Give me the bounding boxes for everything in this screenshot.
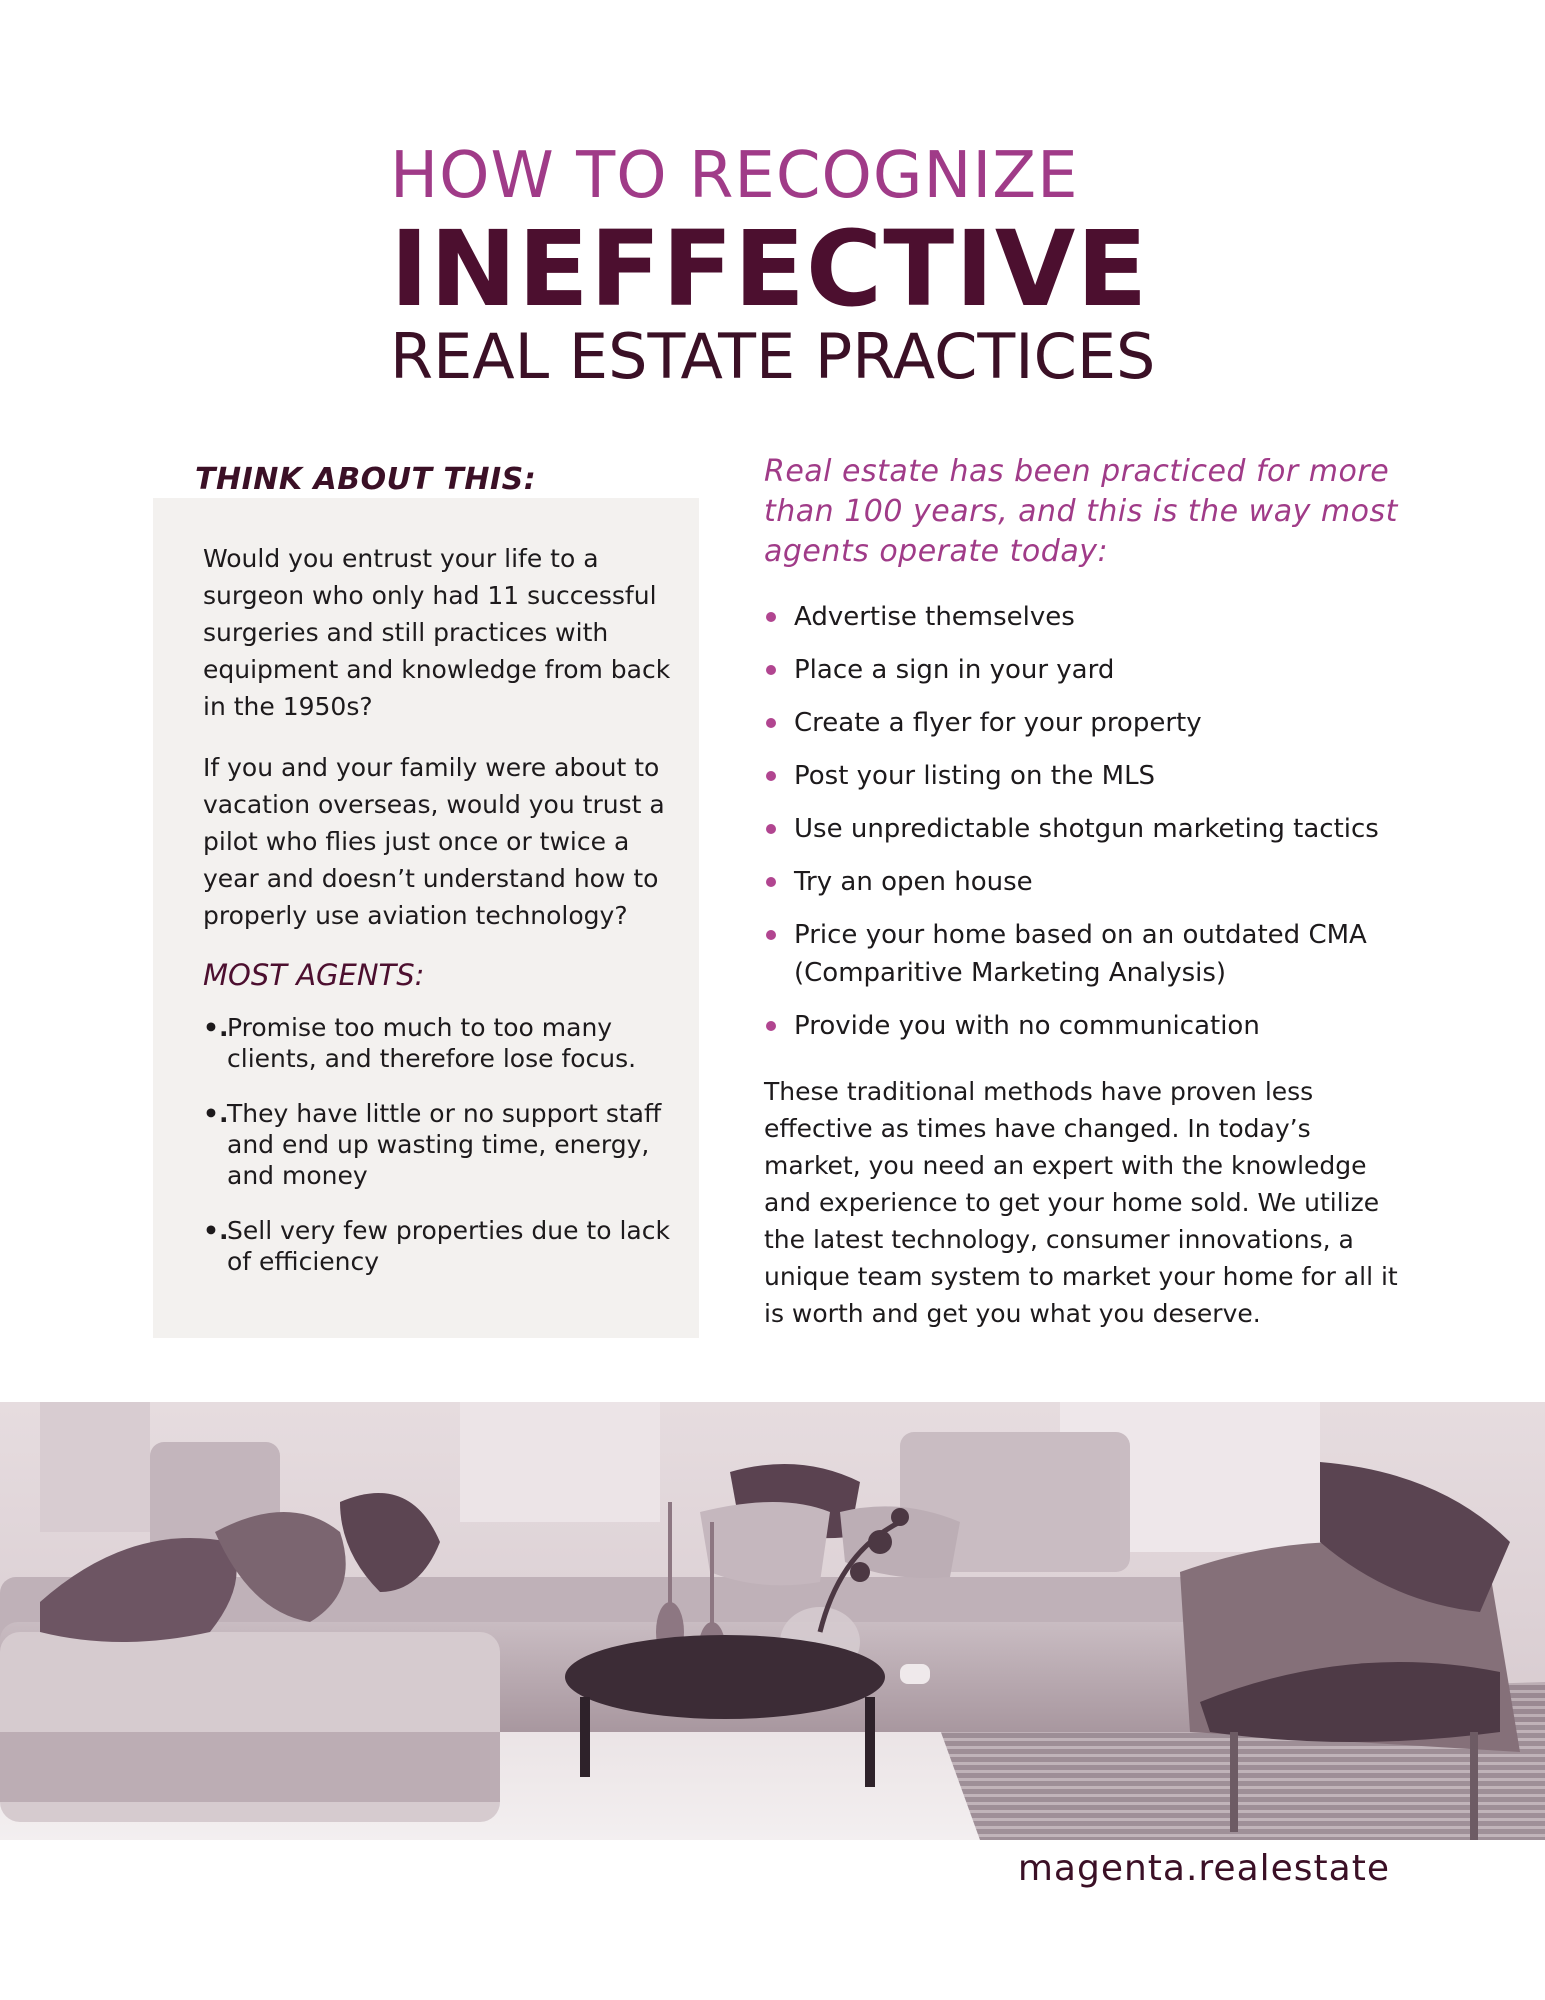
most-agents-label: MOST AGENTS: — [203, 958, 425, 992]
title-line-3: REAL ESTATE PRACTICES — [390, 320, 1156, 393]
practice-text: Try an open house — [794, 867, 1033, 897]
think-about-this-box — [153, 498, 699, 1338]
bullet-dot-icon — [766, 771, 776, 781]
surgeon-paragraph: Would you entrust your life to a surgeon who only had 11 successful surgeries and still practices with equipment and knowledge from back in the 1950s? — [203, 544, 671, 721]
bullet-dot-icon — [766, 1021, 776, 1031]
agent-item — [203, 1098, 673, 1191]
practice-item — [764, 651, 1404, 689]
agent-item-text: Promise too much to too many clients, and therefore lose focus. — [227, 1013, 637, 1073]
practice-text: Provide you with no communication — [794, 1011, 1260, 1041]
practice-item — [764, 757, 1404, 795]
practice-text: Post your listing on the MLS — [794, 761, 1156, 791]
practices-list — [764, 598, 1404, 1045]
bullet-dot-icon — [766, 665, 776, 675]
practice-text: Price your home based on an outdated CMA (Comparitive Marketing Analysis) — [794, 920, 1367, 988]
bullet-dot-icon — [766, 824, 776, 834]
practice-item — [764, 810, 1404, 848]
practice-item — [764, 863, 1404, 901]
bullet-icon: •. — [203, 1216, 229, 1245]
practice-text: Create a flyer for your property — [794, 708, 1202, 738]
practice-item — [764, 598, 1404, 636]
agent-item — [203, 1215, 673, 1277]
closing-paragraph: These traditional methods have proven less effective as times have changed. In today’s market, you need an expert with the knowledge and experience to get your home sold. We utilize the latest technology, consumer innovations, a unique team system to market your home for all it is worth and get you what you deserve. — [764, 1077, 1398, 1328]
practice-text: Use unpredictable shotgun marketing tactics — [794, 814, 1379, 844]
bullet-dot-icon — [766, 718, 776, 728]
title-line-1: HOW TO RECOGNIZE — [390, 139, 1079, 213]
think-about-this-label: THINK ABOUT THIS: — [195, 462, 537, 497]
practices-column — [764, 452, 1404, 1332]
bullet-dot-icon — [766, 612, 776, 622]
practice-item — [764, 1007, 1404, 1045]
bullet-icon: •. — [203, 1099, 229, 1128]
agent-item-text: They have little or no support staff and end up wasting time, energy, and money — [227, 1099, 662, 1190]
agent-item-text: Sell very few properties due to lack of efficiency — [227, 1216, 670, 1276]
practice-item — [764, 916, 1404, 992]
website-url: magenta.realestate — [1017, 1848, 1390, 1889]
practice-item — [764, 704, 1404, 742]
title-block — [390, 139, 1170, 393]
practice-text: Advertise themselves — [794, 602, 1075, 632]
practices-intro: Real estate has been practiced for more than 100 years, and this is the way most agents operate today: — [764, 454, 1398, 569]
living-room-photo — [0, 1402, 1545, 1840]
pilot-paragraph: If you and your family were about to vacation overseas, would you trust a pilot who flies just once or twice a year and doesn’t understand how to properly use aviation technology? — [203, 753, 665, 930]
bullet-dot-icon — [766, 877, 776, 887]
agent-item — [203, 1012, 673, 1074]
bullet-dot-icon — [766, 930, 776, 940]
bullet-icon: •. — [203, 1013, 229, 1042]
practice-text: Place a sign in your yard — [794, 655, 1115, 685]
title-line-2: INEFFECTIVE — [390, 208, 1149, 330]
